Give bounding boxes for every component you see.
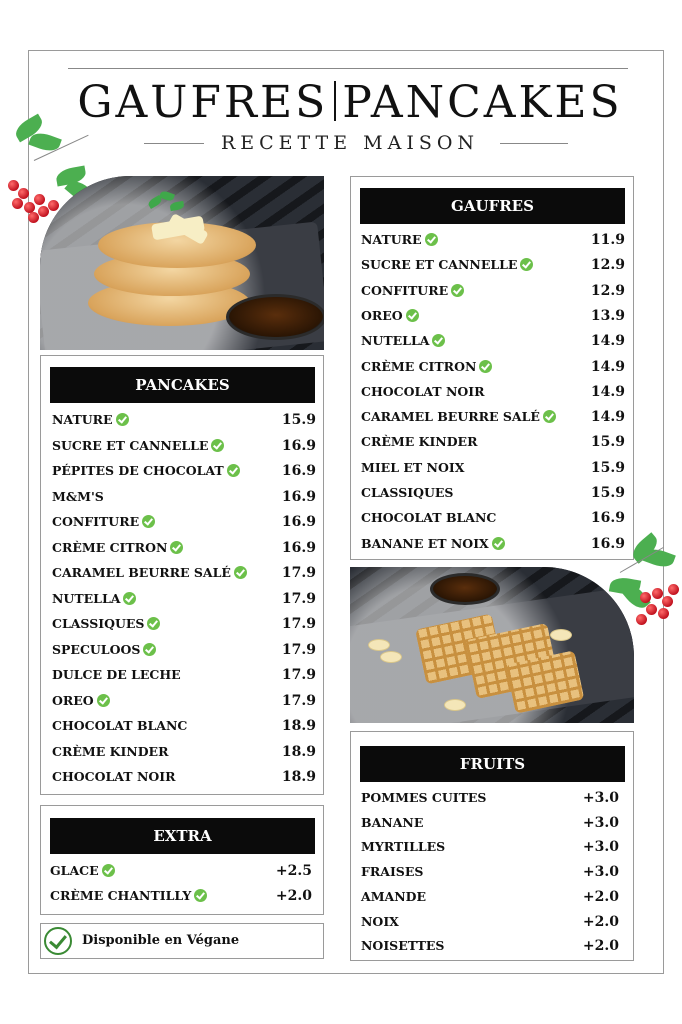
extra-item-name: GLACE [50,860,115,882]
pancake-item [52,435,316,457]
pancake-item-price: 16.9 [281,488,316,505]
gaufre-item [361,254,625,276]
gaufre-item-price: 14.9 [590,409,625,426]
fruit-item-price: +3.0 [582,814,619,831]
gaufre-item-name: CRÈME KINDER [361,434,478,450]
extra-item-name: CRÈME CHANTILLY [50,885,207,907]
pancake-item-price: 18.9 [281,718,316,734]
fruit-item-name: NOISETTES [361,938,445,954]
pancake-item-price: 16.9 [281,437,316,454]
gaufre-item-price: 15.9 [590,459,625,476]
fruit-item [361,812,619,834]
pancake-item-price: 17.9 [281,565,316,581]
gaufre-item-price: 12.9 [590,282,625,299]
fruit-item-name: POMMES CUITES [361,790,487,805]
vegan-leaf-icon [97,694,110,707]
gaufre-item-name: BANANE ET NOIX [361,533,505,555]
pancake-item-name: CRÈME KINDER [52,743,169,759]
pancake-item-price: 17.9 [281,667,316,683]
fruit-item-name: NOIX [361,913,399,929]
pancake-item [52,511,316,533]
gaufre-item [361,406,625,428]
pancake-item [52,409,316,431]
vegan-leaf-icon [143,643,156,656]
fruit-item-name: FRAISES [361,864,424,880]
pancake-item-name: PÉPITES DE CHOCOLAT [52,460,240,482]
pancake-item-name: OREO [52,690,110,712]
vegan-leaf-icon [234,566,247,579]
pancake-item-price: 17.9 [281,616,316,632]
pancake-item-price: 16.9 [281,539,316,556]
vegan-leaf-icon [116,413,129,426]
gaufre-item [361,457,625,479]
vegan-leaf-icon [211,439,224,452]
extra-item [50,885,312,907]
fruit-item-name: BANANE [361,814,424,830]
gaufre-item [361,507,625,529]
pancake-item-name: CLASSIQUES [52,613,160,635]
pancake-item-name: NATURE [52,409,129,431]
fruit-item-price: +2.0 [582,913,619,930]
page-title [60,76,640,130]
gaufre-item-price: 14.9 [590,383,625,400]
gaufre-item [361,280,625,302]
gaufre-item [361,533,625,555]
vegan-leaf-icon [406,309,419,322]
extra-item-price: +2.5 [275,863,312,879]
pancakes-heading: PANCAKES [50,367,315,403]
pancake-item-name: CONFITURE [52,511,155,533]
pancake-item-price: 17.9 [281,590,316,607]
vegan-note: Disponible en Végane [82,933,240,948]
fruit-item-price: +3.0 [582,839,619,856]
pancake-item-price: 17.9 [281,692,316,709]
gaufre-item-price: 13.9 [590,307,625,324]
gaufre-item [361,305,625,327]
pancake-item-price: 15.9 [281,412,316,428]
gaufre-item-name: OREO [361,305,419,327]
fruit-item-name: MYRTILLES [361,839,446,855]
vegan-leaf-icon [432,334,445,347]
fruit-item-price: +2.0 [582,888,619,905]
gaufre-item-price: 14.9 [590,358,625,375]
extra-heading: EXTRA [50,818,315,854]
pancake-item [52,460,316,482]
fruit-item-name: AMANDE [361,888,427,904]
gaufre-item-price: 11.9 [590,232,625,248]
fruit-item [361,861,619,883]
vegan-leaf-icon [170,541,183,554]
fruit-item [361,886,619,908]
fruit-item [361,911,619,933]
pancake-item-name: DULCE DE LECHE [52,667,181,682]
fruit-item [361,836,619,858]
gaufre-item-name: CARAMEL BEURRE SALÉ [361,406,556,428]
fruit-item-price: +3.0 [582,790,619,806]
pancake-item-name: M&M'S [52,488,104,504]
gaufres-heading: GAUFRES [360,188,625,224]
pancake-item-name: CRÈME CITRON [52,537,183,559]
fruit-item [361,935,619,957]
pancake-item [52,664,316,686]
fruit-item-price: +3.0 [582,864,619,881]
pancake-item-name: CARAMEL BEURRE SALÉ [52,562,247,584]
gaufre-item [361,356,625,378]
pancake-item-price: 17.9 [281,641,316,658]
gaufre-item [361,330,625,352]
pancake-item-name: NUTELLA [52,588,136,610]
header-top-rule [68,68,628,69]
pancake-item [52,588,316,610]
page-subtitle: RECETTE MAISON [220,132,480,154]
pancake-item-price: 16.9 [281,463,316,479]
fruit-item-price: +2.0 [582,938,619,955]
vegan-leaf-icon [425,233,438,246]
vegan-leaf-icon [543,410,556,423]
gaufre-item-name: CONFITURE [361,280,464,302]
pancake-item-price: 16.9 [281,514,316,530]
vegan-leaf-icon [142,515,155,528]
waffle-photo [350,567,634,723]
pancake-item-price: 18.9 [281,769,316,785]
vegan-leaf-icon [492,537,505,550]
gaufre-item-name: CLASSIQUES [361,485,454,500]
vegan-check-icon [44,927,72,955]
vegan-leaf-icon [194,889,207,902]
pancake-item [52,690,316,712]
pancake-item-name: CHOCOLAT BLANC [52,718,188,733]
pancake-item-name: SUCRE ET CANNELLE [52,435,224,457]
pancake-item [52,766,316,788]
gaufre-item-price: 16.9 [590,510,625,527]
vegan-leaf-icon [520,258,533,271]
extra-item-price: +2.0 [275,888,312,904]
pancake-item [52,715,316,737]
gaufre-item [361,482,625,504]
gaufre-item-name: SUCRE ET CANNELLE [361,254,533,276]
gaufre-item-name: NATURE [361,229,438,251]
title-separator [334,81,336,121]
gaufre-item-name: CHOCOLAT BLANC [361,510,497,526]
gaufre-item-name: CRÈME CITRON [361,356,492,378]
subtitle-row [60,130,640,156]
pancake-item-price: 18.9 [281,743,316,760]
pancake-item [52,639,316,661]
pancake-photo [40,176,324,350]
pancake-item [52,562,316,584]
vegan-leaf-icon [479,360,492,373]
gaufre-item [361,431,625,453]
gaufre-item-name: CHOCOLAT NOIR [361,383,485,399]
extra-item [50,860,312,882]
gaufre-item [361,381,625,403]
gaufre-item-price: 14.9 [590,333,625,350]
gaufre-item [361,229,625,251]
title-pancakes: PANCAKES [342,77,623,128]
vegan-leaf-icon [227,464,240,477]
fruits-heading: FRUITS [360,746,625,782]
pancake-item [52,613,316,635]
gaufre-item-name: NUTELLA [361,330,445,352]
vegan-leaf-icon [147,617,160,630]
pancake-item-name: SPECULOOS [52,639,156,661]
pancake-item [52,741,316,763]
vegan-leaf-icon [123,592,136,605]
pancake-item [52,537,316,559]
vegan-leaf-icon [451,284,464,297]
gaufre-item-price: 15.9 [590,485,625,501]
gaufre-item-price: 15.9 [590,434,625,451]
title-gaufres: GAUFRES [77,77,329,128]
fruit-item [361,787,619,809]
pancake-item-name: CHOCOLAT NOIR [52,769,176,784]
gaufre-item-name: MIEL ET NOIX [361,459,465,475]
gaufre-item-price: 12.9 [590,257,625,274]
gaufre-item-price: 16.9 [590,535,625,552]
pancake-item [52,486,316,508]
vegan-leaf-icon [102,864,115,877]
